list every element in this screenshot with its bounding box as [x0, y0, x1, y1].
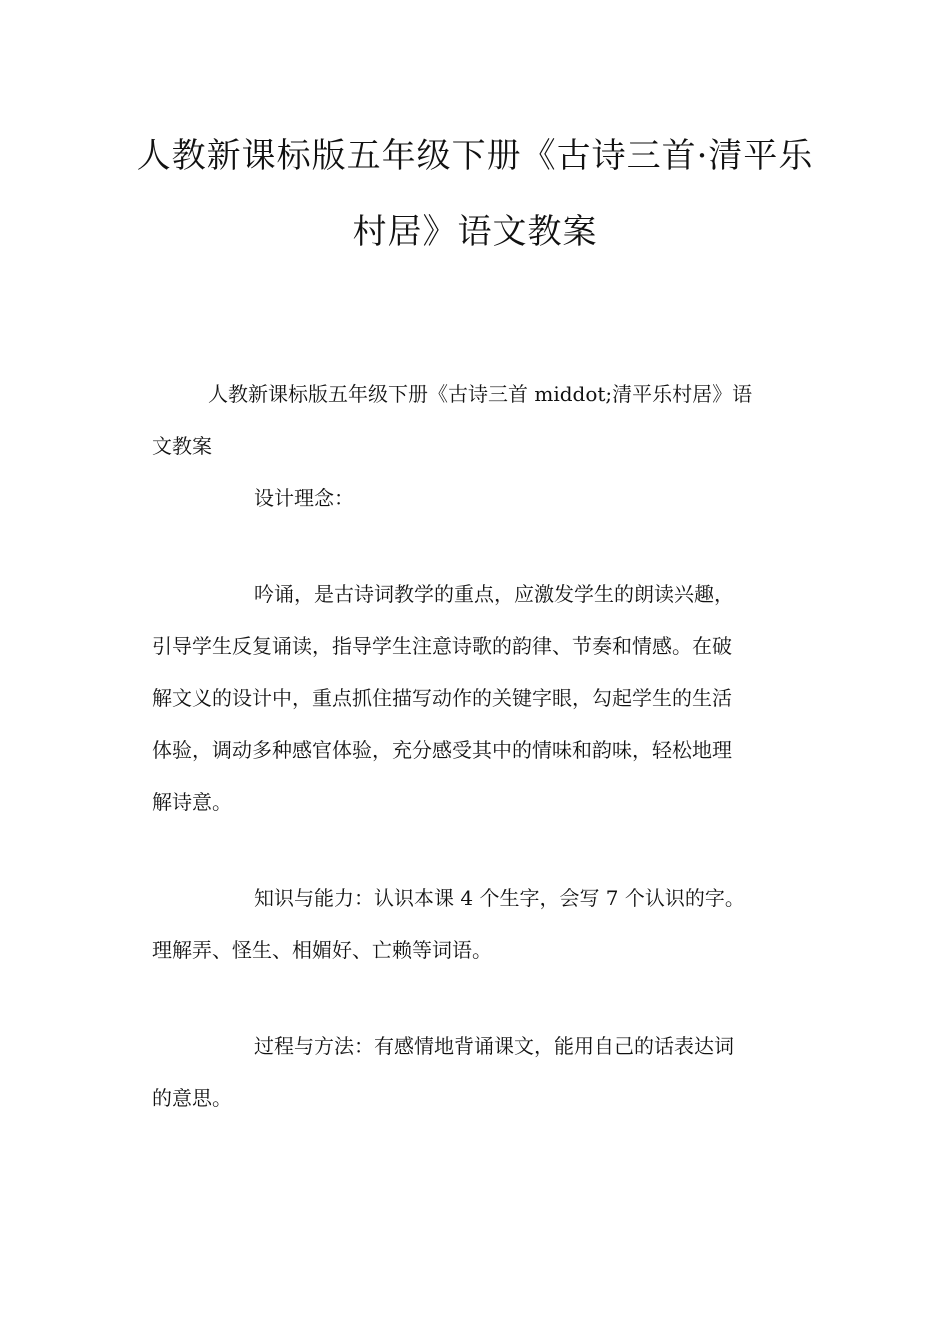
process-line-1: 过程与方法：有感情地背诵课文，能用自己的话表达词 — [254, 1034, 734, 1058]
paragraph-gap — [152, 524, 802, 568]
process-paragraph — [152, 1020, 802, 1124]
intro-line-2: 文教案 — [152, 434, 212, 458]
design-line-5: 解诗意。 — [152, 790, 232, 814]
knowledge-line-1: 知识与能力：认识本课 4 个生字，会写 7 个认识的字。 — [254, 886, 745, 910]
paragraph-gap — [152, 828, 802, 872]
design-heading: 设计理念： — [254, 486, 354, 510]
title-line-2: 村居》语文教案 — [352, 212, 598, 252]
intro-paragraph — [152, 368, 802, 472]
design-line-4: 体验，调动多种感官体验，充分感受其中的情味和韵味，轻松地理 — [152, 738, 732, 762]
design-paragraph — [152, 568, 802, 828]
design-line-3: 解文义的设计中，重点抓住描写动作的关键字眼，勾起学生的生活 — [152, 686, 732, 710]
design-line-2: 引导学生反复诵读，指导学生注意诗歌的韵律、节奏和情感。在破 — [152, 634, 732, 658]
document-body — [152, 368, 802, 1124]
paragraph-gap — [152, 976, 802, 1020]
knowledge-line-2: 理解弄、怪生、相媚好、亡赖等词语。 — [152, 938, 492, 962]
title-line-1: 人教新课标版五年级下册《古诗三首·清平乐 — [136, 136, 814, 176]
design-line-1: 吟诵，是古诗词教学的重点，应激发学生的朗读兴趣， — [254, 582, 734, 606]
intro-line-1: 人教新课标版五年级下册《古诗三首 middot;清平乐村居》语 — [208, 382, 753, 406]
document-title — [130, 118, 820, 270]
process-line-2: 的意思。 — [152, 1086, 232, 1110]
knowledge-paragraph — [152, 872, 802, 976]
